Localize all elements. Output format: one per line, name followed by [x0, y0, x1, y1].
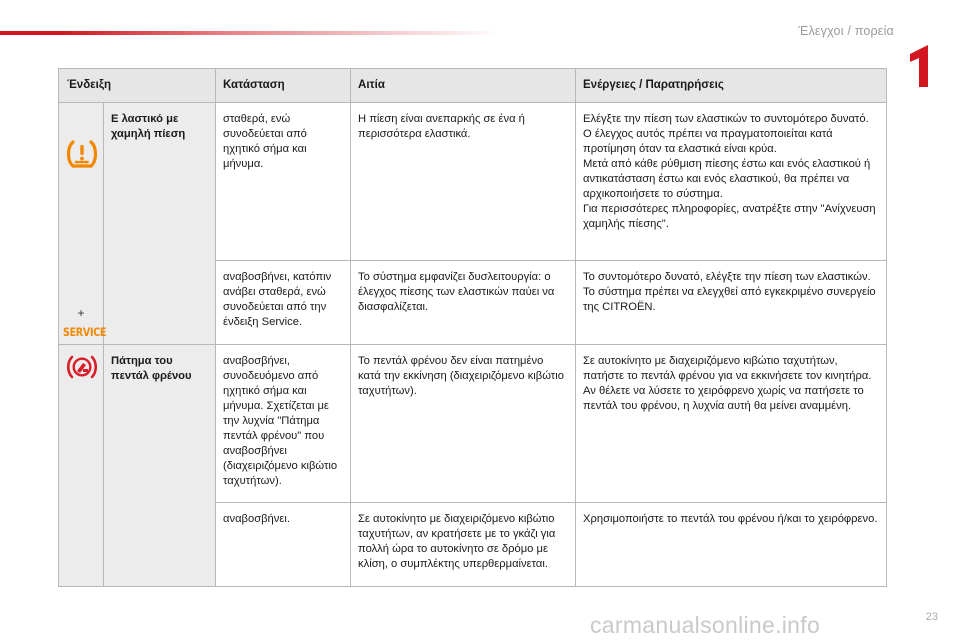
chapter-number-badge [906, 43, 940, 89]
action-line: Σε αυτοκίνητο με διαχειριζόμενο κιβώτιο ταχυτήτων, πατήστε το πεντάλ φρένου για να εκκινήσετε τον κινητήρα. [583, 355, 872, 382]
service-indicator-icon: SERVICE [63, 325, 107, 339]
state-cell: σταθερά, ενώ συνοδεύεται από ηχητικό σήμα και μήνυμα. [216, 103, 351, 261]
action-line: Για περισσότερες πληροφορίες, ανατρέξτε στην "Ανίχνευση χαμηλής πίεσης". [583, 203, 876, 230]
state-cell: αναβοσβήνει. [216, 503, 351, 587]
column-header-state: Κατάσταση [216, 69, 351, 103]
cause-cell: Η πίεση είναι ανεπαρκής σε ένα ή περισσότερα ελαστικά. [351, 103, 576, 261]
watermark: carmanualsonline.info [590, 612, 821, 638]
action-line: Ο έλεγχος αυτός πρέπει να πραγματοποιείται κατά προτίμηση όταν τα ελαστικά είναι κρύα. [583, 128, 833, 155]
plus-sign: + [77, 306, 85, 320]
state-cell: αναβοσβήνει, συνοδευόμενο από ηχητικό σήμα και μήνυμα. Σχετίζεται με την λυχνία "Πάτημα πεντάλ φρένου" που αναβοσβήνει (διαχειριζόμενο κιβώτιο ταχυτήτων). [216, 345, 351, 503]
actions-cell [576, 503, 887, 587]
action-line: Χρησιμοποιήστε το πεντάλ του φρένου ή/και το χειρόφρενο. [583, 513, 878, 525]
actions-cell [576, 261, 887, 345]
indicator-icon-cell [59, 103, 107, 345]
indicator-name: Πάτημα του πεντάλ φρένου [104, 345, 216, 587]
cause-cell: Το σύστημα εμφανίζει δυσλειτουργία: ο έλεγχος πίεσης των ελαστικών παύει να διασφαλίζεται. [351, 261, 576, 345]
column-header-actions: Ενέργειες / Παρατηρήσεις [576, 69, 887, 103]
chapter-number: 1 [906, 43, 907, 44]
page-number: 23 [925, 611, 938, 623]
indicator-name: Ε λαστικό με χαμηλή πίεση [104, 103, 216, 345]
state-cell: αναβοσβήνει, κατόπιν ανάβει σταθερά, ενώ συνοδεύεται από την ένδειξη Service. [216, 261, 351, 345]
table-row [59, 345, 887, 503]
brake-pedal-warning-icon [66, 354, 98, 385]
header-accent-bar [0, 31, 500, 35]
action-line: Μετά από κάθε ρύθμιση πίεσης έστω και ενός ελαστικού ή αντικατάσταση έστω και ενός ελαστικού, θα πρέπει να αρχικοποιήσετε το σύστημα. [583, 158, 871, 200]
table-row [59, 103, 887, 261]
cause-cell: Το πεντάλ φρένου δεν είναι πατημένο κατά την εκκίνηση (διαχειριζόμενο κιβώτιο ταχυτήτων). [351, 345, 576, 503]
action-line: Το σύστημα πρέπει να ελεγχθεί από εγκεκριμένο συνεργείο της CITROËN. [583, 286, 876, 313]
actions-cell [576, 345, 887, 503]
action-line: Αν θέλετε να λύσετε το χειρόφρενο χωρίς να πατήσετε το πεντάλ του φρένου, η λυχνία αυτή θα μείνει αναμμένη. [583, 385, 864, 412]
table-header-row [59, 69, 887, 103]
action-line: Το συντομότερο δυνατό, ελέγξτε την πίεση των ελαστικών. [583, 271, 871, 283]
tyre-pressure-warning-icon [67, 139, 97, 174]
actions-cell [576, 103, 887, 261]
warning-lights-table [58, 68, 887, 587]
column-header-cause: Αιτία [351, 69, 576, 103]
section-title: Έλεγχοι / πορεία [798, 24, 894, 38]
column-header-indicator: Ένδειξη [59, 69, 216, 103]
action-line: Ελέγξτε την πίεση των ελαστικών το συντομότερο δυνατό. [583, 113, 869, 125]
cause-cell: Σε αυτοκίνητο με διαχειριζόμενο κιβώτιο ταχυτήτων, αν κρατήσετε με το γκάζι για πολλή ώρα το αυτοκίνητο σε δρόμο με κλίση, ο συμπλέκτης υπερθερμαίνεται. [351, 503, 576, 587]
indicator-icon-cell [59, 345, 104, 587]
